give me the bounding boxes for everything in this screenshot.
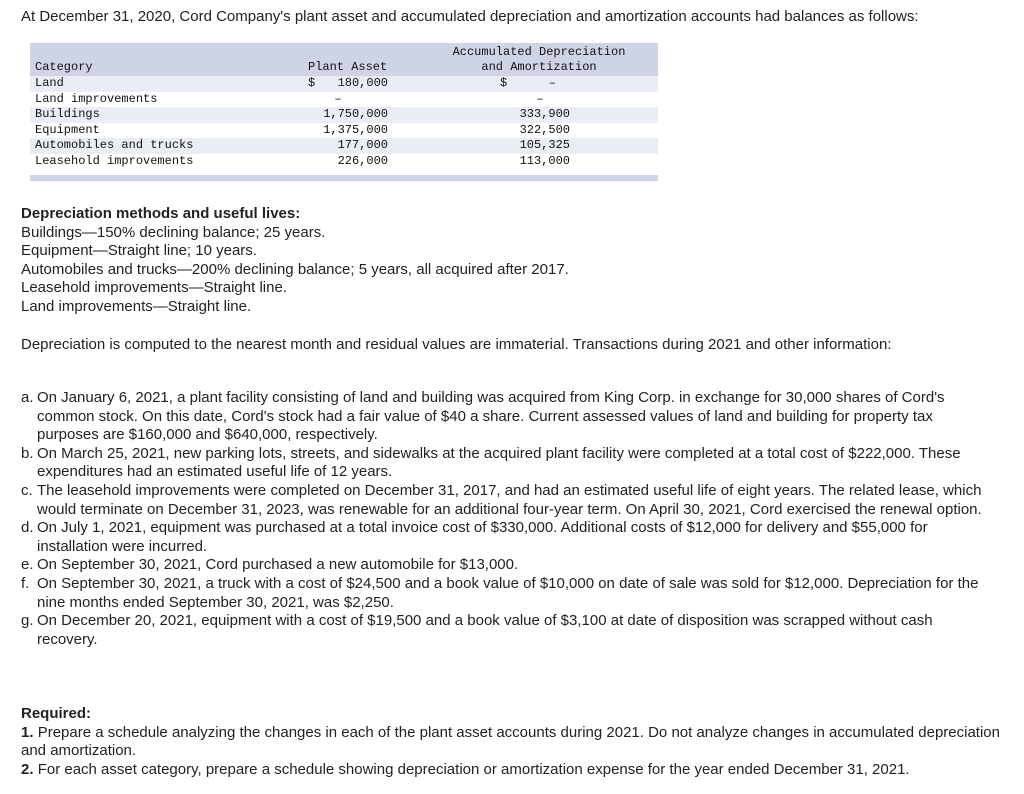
currency-sign: $ (500, 76, 508, 90)
transaction-letter: d. (21, 519, 34, 537)
transaction-text: On July 1, 2021, equipment was purchased at a total invoice cost of $330,000. Additional costs of $12,000 for delivery and $55,000 for installation were incurred. (37, 519, 928, 555)
transaction-text: On September 30, 2021, a truck with a cost of $24,500 and a book value of $10,000 on date of sale was sold for $12,000. Depreciation for the nine months ended September 30, 2021, was $2,250. (37, 574, 979, 611)
transaction-text: The leasehold improvements were completed on December 31, 2017, and had an estimated useful life of eight years. The related lease, which would terminate on December 31, 2023, was renewable for an additional four-year term. On April 30, 2021, Cord exercised the renewal option. (37, 481, 982, 518)
accum-value: – (536, 91, 544, 106)
plant-asset-value: 226,000 (337, 153, 388, 168)
transaction-item (21, 389, 996, 445)
required-number: 1. (21, 723, 34, 741)
row-category: Equipment (35, 122, 100, 137)
row-category: Automobiles and trucks (35, 138, 194, 152)
transaction-letter: b. (21, 444, 34, 462)
transaction-text: On January 6, 2021, a plant facility consisting of land and building was acquired from King Corp. in exchange for 30,000 shares of Cord's common stock. On this date, Cord's stock had a fair value of $40 a share. Current assessed values of land and building for property tax purposes are $160,000 and $640,000, respectively. (37, 389, 945, 444)
method-line: Buildings—150% declining balance; 25 years. (21, 223, 326, 241)
row-category: Land (35, 76, 64, 90)
row-category: Buildings (35, 107, 100, 121)
intro-text: At December 31, 2020, Cord Company's plant asset and accumulated depreciation and amortization accounts had balances as follows: (21, 8, 919, 25)
accum-value: 113,000 (519, 153, 570, 168)
table-footer-band (30, 175, 658, 181)
plant-asset-value: 1,750,000 (323, 107, 388, 121)
method-line: Leasehold improvements—Straight line. (21, 279, 287, 296)
transaction-letter: g. (21, 612, 34, 630)
accum-value: 105,325 (519, 138, 570, 152)
required-heading: Required: (21, 705, 92, 722)
balances-table (30, 43, 658, 181)
transaction-letter: f. (21, 574, 30, 592)
plant-asset-value: 180,000 (337, 76, 388, 90)
computation-note: Depreciation is computed to the nearest month and residual values are immaterial. Transactions during 2021 and other information: (21, 336, 892, 353)
header-category: Category (35, 60, 93, 74)
required-number: 2. (21, 760, 34, 778)
method-line: Equipment—Straight line; 10 years. (21, 242, 257, 259)
transaction-text: On December 20, 2021, equipment with a cost of $19,500 and a book value of $3,100 at date of disposition was scrapped without cash recovery. (37, 612, 933, 648)
currency-sign: $ (308, 76, 316, 90)
transaction-item (21, 612, 996, 649)
plant-asset-value: 1,375,000 (323, 122, 388, 137)
row-category: Leasehold improvements (35, 153, 194, 168)
required-item (21, 724, 1001, 761)
table-row (30, 138, 658, 154)
transaction-letter: e. (21, 556, 34, 574)
methods-heading: Depreciation methods and useful lives: (21, 205, 301, 222)
accum-value: 333,900 (519, 107, 570, 121)
table-row (30, 107, 658, 123)
required-text: For each asset category, prepare a schedule showing depreciation or amortization expense for the year ended December 31, 2021. (37, 760, 910, 778)
depreciation-methods (21, 205, 569, 316)
table-row (30, 76, 658, 92)
plant-asset-value: 177,000 (337, 138, 388, 152)
required-item (21, 761, 1001, 780)
plant-asset-value: – (334, 91, 342, 106)
required-section (21, 705, 1001, 779)
transaction-text: On September 30, 2021, Cord purchased a new automobile for $13,000. (37, 556, 519, 574)
transaction-item (21, 556, 996, 575)
row-category: Land improvements (35, 91, 158, 106)
transactions-list (21, 389, 996, 649)
transaction-letter: a. (21, 389, 34, 406)
accum-value: 322,500 (519, 122, 570, 137)
accum-value: – (548, 76, 556, 90)
table-header (30, 43, 658, 76)
method-line: Land improvements—Straight line. (21, 297, 252, 315)
header-plant-asset: Plant Asset (308, 60, 388, 74)
method-line: Automobiles and trucks—200% declining balance; 5 years, all acquired after 2017. (21, 260, 569, 278)
transaction-item (21, 519, 996, 556)
transaction-item (21, 482, 996, 519)
transaction-item (21, 445, 996, 482)
transaction-letter: c. (21, 481, 33, 499)
table-row (30, 92, 658, 108)
transaction-text: On March 25, 2021, new parking lots, streets, and sidewalks at the acquired plant facility were completed at a total cost of $222,000. These expenditures had an estimated useful life of 12 years. (37, 444, 961, 481)
transaction-item (21, 575, 996, 612)
header-accum-line1: Accumulated Depreciation (452, 45, 626, 59)
table-row (30, 123, 658, 139)
required-text: Prepare a schedule analyzing the changes in each of the plant asset accounts during 2021. Do not analyze changes in accumulated depreciation and amortization. (21, 723, 1000, 760)
header-accum-line2: and Amortization (481, 60, 597, 74)
table-row (30, 154, 658, 170)
